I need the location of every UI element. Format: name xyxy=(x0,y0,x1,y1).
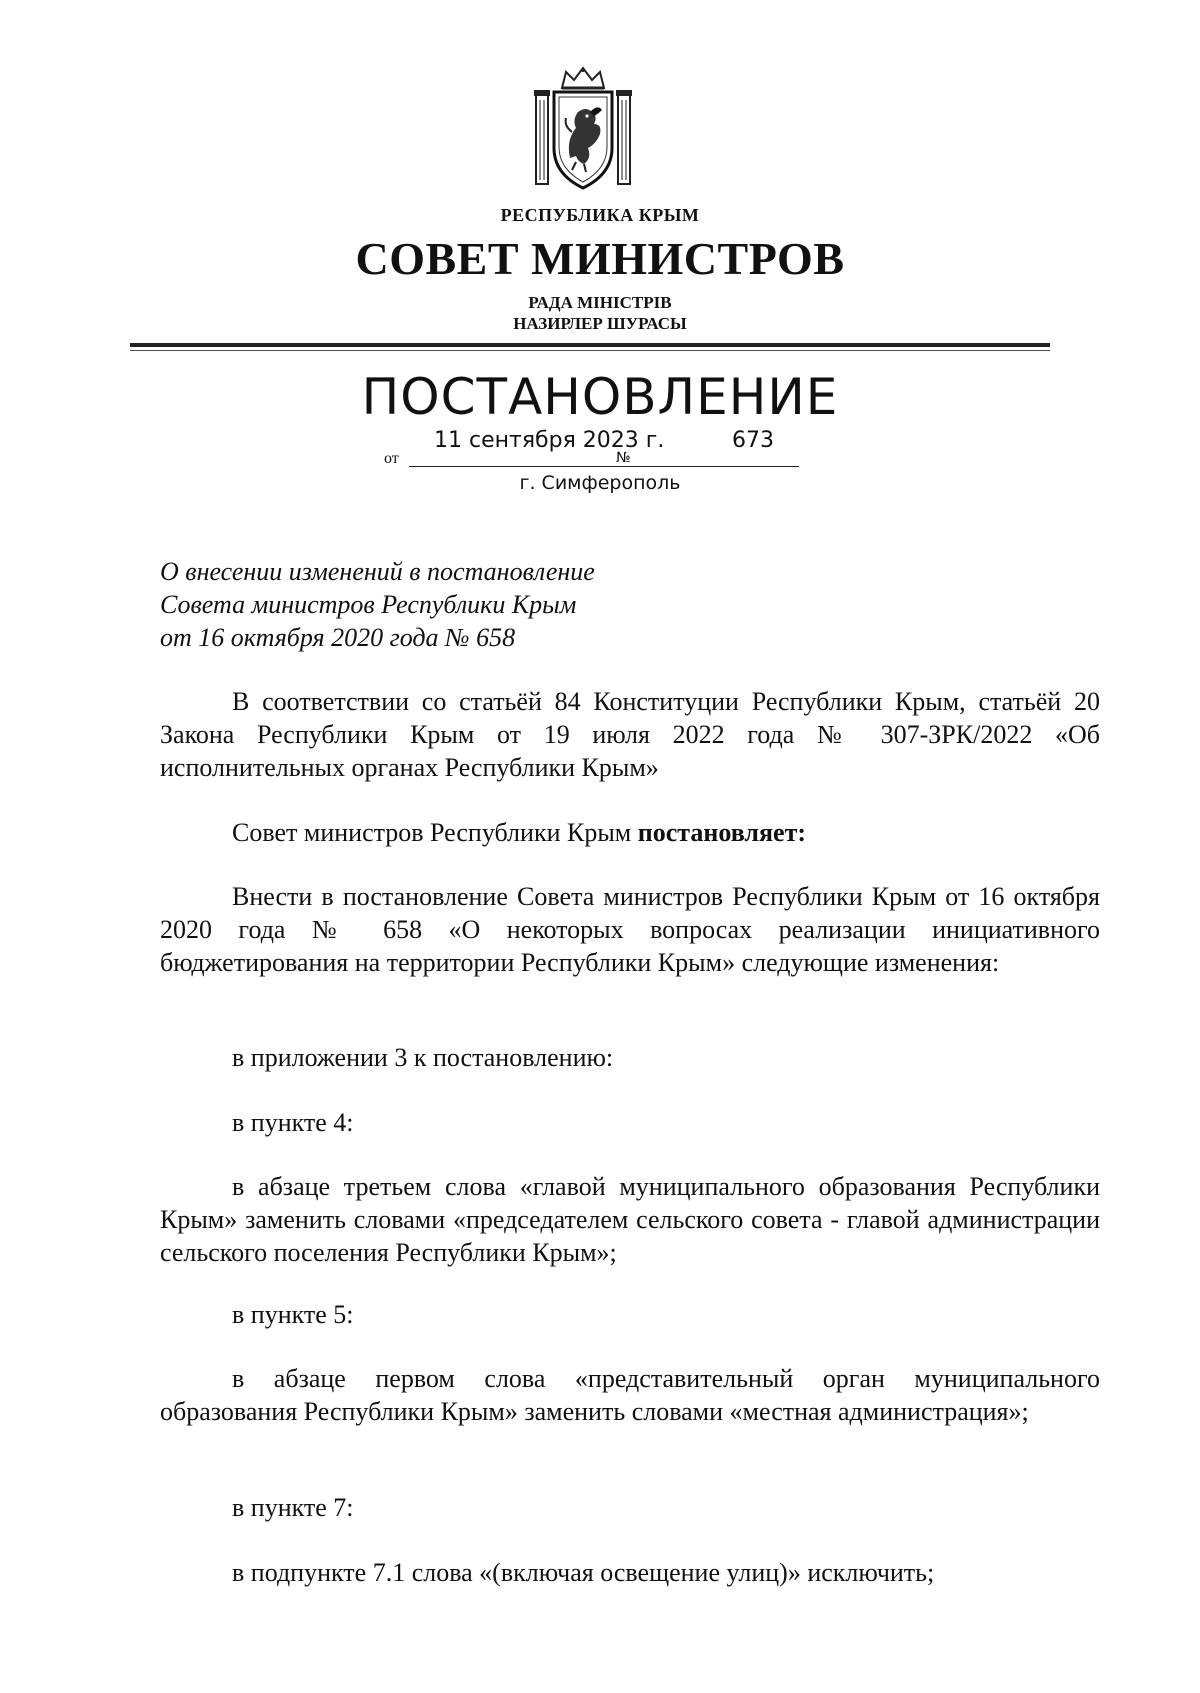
body-paragraph: в подпункте 7.1 слова «(включая освещение улиц)» исключить; xyxy=(232,1558,935,1587)
header-divider xyxy=(130,343,1050,347)
republic-name: РЕСПУБЛИКА КРЫМ xyxy=(500,205,700,225)
council-name-crimean-tatar: НАЗИРЛЕР ШУРАСЫ xyxy=(513,314,687,333)
body-paragraph: в приложении 3 к постановлению: xyxy=(232,1043,614,1072)
body-paragraph: в абзаце первом слова «представительный орган муниципального образования Республики Крым» заменить словами «местная администрация»; xyxy=(160,1364,1100,1426)
coat-of-arms-icon xyxy=(532,66,634,192)
decree-city: г. Симферополь xyxy=(519,472,681,494)
decree-dateline xyxy=(384,428,804,468)
dateline-underline xyxy=(409,466,799,467)
title-line: Совета министров Республики Крым xyxy=(160,590,577,619)
decree-date: 11 сентября 2023 г. xyxy=(434,428,665,453)
body-paragraph-resolves xyxy=(160,816,1100,849)
body-paragraph: в пункте 7: xyxy=(232,1493,354,1522)
resolves-keyword: постановляет: xyxy=(637,818,807,847)
resolves-text: Совет министров Республики Крым xyxy=(232,818,638,847)
document-type: ПОСТАНОВЛЕНИЕ xyxy=(361,368,839,426)
body-paragraph: в абзаце третьем слова «главой муниципального образования Республики Крым» заменить словами «председателем сельского совета - главой администрации сельского поселения Республики Крым»; xyxy=(160,1172,1100,1267)
council-name: СОВЕТ МИНИСТРОВ xyxy=(355,233,845,284)
body-paragraph: в пункте 5: xyxy=(232,1300,354,1329)
body-paragraph-basis: В соответствии со статьёй 84 Конституции Республики Крым, статьёй 20 Закона Республики Крым от 19 июля 2022 года № 307-ЗРК/2022 «Об исполнительных органах Республики Крым» xyxy=(160,687,1100,782)
council-name-ukrainian: РАДА МІНІСТРІВ xyxy=(528,293,672,312)
number-label: № xyxy=(616,450,631,466)
title-line: О внесении изменений в постановление xyxy=(160,557,595,586)
decree-number: 673 xyxy=(732,428,774,453)
from-label: от xyxy=(384,450,399,467)
title-line: от 16 октября 2020 года № 658 xyxy=(160,623,516,652)
body-paragraph: в пункте 4: xyxy=(232,1108,354,1137)
decree-title xyxy=(160,555,595,654)
body-paragraph-amendment: Внести в постановление Совета министров Республики Крым от 16 октября 2020 года № 658 «О некоторых вопросах реализации инициативного бюджетирования на территории Республики Крым» следующие изменения: xyxy=(160,882,1100,977)
header-divider-thin xyxy=(130,350,1050,351)
